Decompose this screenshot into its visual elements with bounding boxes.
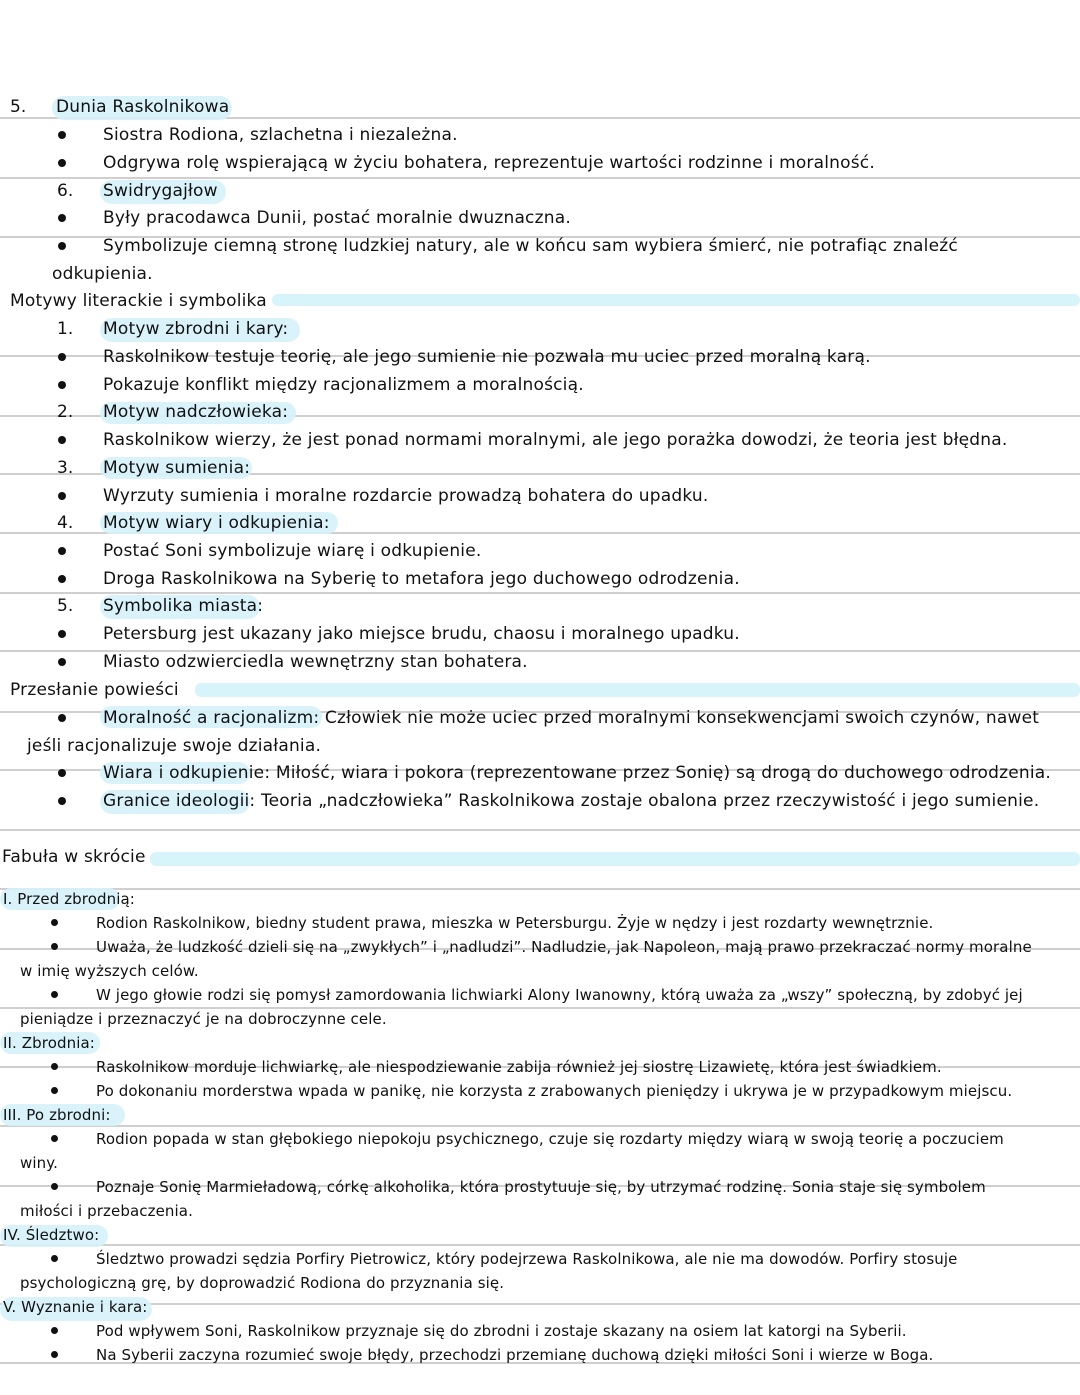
list-number: 1. (57, 319, 74, 339)
motif-title: Motyw sumienia: (103, 458, 251, 478)
rule-line (0, 888, 1080, 890)
list-item: W jego głowie rodzi się pomysł zamordowania lichwiarki Alony Iwanowny, którą uważa za „wszy” społeczną, by zdobyć jej (96, 986, 1023, 1004)
bullet-icon (58, 159, 66, 167)
list-item: Miasto odzwierciedla wewnętrzny stan bohatera. (103, 652, 528, 672)
list-item: Rodion popada w stan głębokiego niepokoju psychicznego, czuje się rozdarty między wiarą w swoją teorię a poczuciem (96, 1130, 1004, 1148)
rule-line (0, 829, 1080, 831)
list-item-continuation: pieniądze i przeznaczyć je na dobroczynne cele. (20, 1010, 387, 1028)
section-heading: Przesłanie powieści (10, 680, 179, 700)
bullet-icon (58, 769, 66, 777)
motif-title: Motyw nadczłowieka: (103, 402, 289, 422)
list-number: 2. (57, 402, 74, 422)
list-item: Wiara i odkupienie: Miłość, wiara i pokora (reprezentowane przez Sonię) są drogą do duchowego odrodzenia. (103, 763, 1051, 783)
list-number: 6. (57, 181, 74, 201)
bullet-icon (51, 991, 58, 998)
list-item-continuation: psychologiczną grę, by doprowadzić Rodiona do przyznania się. (20, 1274, 505, 1292)
motif-title: Symbolika miasta: (103, 596, 264, 616)
bullet-icon (58, 214, 66, 222)
list-item-continuation: miłości i przebaczenia. (20, 1202, 193, 1220)
bullet-icon (51, 1255, 58, 1262)
bullet-icon (58, 242, 66, 250)
bullet-icon (58, 797, 66, 805)
list-item: Wyrzuty sumienia i moralne rozdarcie prowadzą bohatera do upadku. (103, 486, 709, 506)
plot-part-title: III. Po zbrodni: (3, 1106, 111, 1124)
list-item-continuation: winy. (20, 1154, 58, 1172)
list-item-continuation: w imię wyższych celów. (20, 962, 199, 980)
bullet-icon (58, 436, 66, 444)
list-item: Uważa, że ludzkość dzieli się na „zwykłych” i „nadludzi”. Nadludzie, jak Napoleon, mają prawo przekraczać normy moralne (96, 938, 1032, 956)
list-item: Na Syberii zaczyna rozumieć swoje błędy, przechodzi przemianę duchową dzięki miłości Soni i wierze w Boga. (96, 1346, 934, 1364)
list-number: 4. (57, 513, 74, 533)
list-item: Po dokonaniu morderstwa wpada w panikę, nie korzysta z zrabowanych pieniędzy i ukrywa je w przypadkowym miejscu. (96, 1082, 1013, 1100)
highlight-bar (272, 294, 1080, 306)
list-item: Rodion Raskolnikow, biedny student prawa, mieszka w Petersburgu. Żyje w nędzy i jest rozdarty wewnętrznie. (96, 914, 934, 932)
list-item: Symbolizuje ciemną stronę ludzkiej natury, ale w końcu sam wybiera śmierć, nie potrafiąc znaleźć (103, 236, 958, 256)
bullet-icon (58, 492, 66, 500)
rule-line (0, 1007, 1080, 1009)
list-item-continuation: jeśli racjonalizuje swoje działania. (27, 736, 322, 756)
list-item: Pokazuje konflikt między racjonalizmem a moralnością. (103, 375, 584, 395)
plot-part-title: IV. Śledztwo: (3, 1226, 100, 1244)
list-item: Pod wpływem Soni, Raskolnikow przyznaje się do zbrodni i zostaje skazany na osiem lat katorgi na Syberii. (96, 1322, 907, 1340)
list-item: Raskolnikow wierzy, że jest ponad normami moralnymi, ale jego porażka dowodzi, że teoria jest błędna. (103, 430, 1008, 450)
bullet-icon (51, 1327, 58, 1334)
list-item: Siostra Rodiona, szlachetna i niezależna. (103, 125, 458, 145)
bullet-icon (58, 630, 66, 638)
list-number: 3. (57, 458, 74, 478)
list-item: Były pracodawca Dunii, postać moralnie dwuznaczna. (103, 208, 571, 228)
character-name: Dunia Raskolnikowa (56, 97, 230, 117)
plot-part-title: I. Przed zbrodnią: (3, 890, 135, 908)
list-item: Poznaje Sonię Marmieładową, córkę alkoholika, która prostytuuje się, by utrzymać rodzinę. Sonia staje się symbolem (96, 1178, 986, 1196)
bullet-icon (58, 547, 66, 555)
bullet-icon (51, 1087, 58, 1094)
character-name: Swidrygajłow (103, 181, 218, 201)
list-number: 5. (10, 97, 27, 117)
list-item: Droga Raskolnikowa na Syberię to metafora jego duchowego odrodzenia. (103, 569, 740, 589)
bullet-icon (58, 575, 66, 583)
bullet-icon (58, 353, 66, 361)
rule-line (0, 592, 1080, 594)
list-item: Raskolnikow testuje teorię, ale jego sumienie nie pozwala mu uciec przed moralną karą. (103, 347, 871, 367)
list-item: Śledztwo prowadzi sędzia Porfiry Pietrowicz, który podejrzewa Raskolnikowa, ale nie ma dowodów. Porfiry stosuje (96, 1250, 958, 1268)
list-item: Postać Soni symbolizuje wiarę i odkupienie. (103, 541, 482, 561)
bullet-icon (51, 943, 58, 950)
highlight-bar (195, 683, 1080, 697)
bullet-icon (58, 131, 66, 139)
list-item: Petersburg jest ukazany jako miejsce brudu, chaosu i moralnego upadku. (103, 624, 740, 644)
rule-line (0, 1303, 1080, 1305)
rule-line (0, 1244, 1080, 1246)
highlight-bar (150, 852, 1080, 866)
bullet-icon (51, 1063, 58, 1070)
list-number: 5. (57, 596, 74, 616)
bullet-icon (58, 381, 66, 389)
list-item: Granice ideologii: Teoria „nadczłowieka” Raskolnikowa zostaje obalona przez rzeczywistość i jego sumienie. (103, 791, 1040, 811)
bullet-icon (51, 1135, 58, 1142)
motif-title: Motyw zbrodni i kary: (103, 319, 289, 339)
plot-part-title: V. Wyznanie i kara: (3, 1298, 148, 1316)
list-item: Raskolnikow morduje lichwiarkę, ale niespodziewanie zabija również jej siostrę Lizawietę, która jest świadkiem. (96, 1058, 942, 1076)
plot-part-title: II. Zbrodnia: (3, 1034, 95, 1052)
bullet-icon (51, 1183, 58, 1190)
list-item: Odgrywa rolę wspierającą w życiu bohatera, reprezentuje wartości rodzinne i moralność. (103, 153, 875, 173)
section-heading: Motywy literackie i symbolika (10, 291, 267, 311)
bullet-icon (58, 714, 66, 722)
bullet-icon (58, 658, 66, 666)
rule-line (0, 177, 1080, 179)
bullet-icon (51, 1351, 58, 1358)
bullet-icon (51, 919, 58, 926)
list-item: Moralność a racjonalizm: Człowiek nie może uciec przed moralnymi konsekwencjami swoich czynów, nawet (103, 708, 1040, 728)
list-item-continuation: odkupienia. (52, 264, 153, 284)
section-heading: Fabuła w skrócie (2, 847, 146, 867)
rule-line (0, 1125, 1080, 1127)
motif-title: Motyw wiary i odkupienia: (103, 513, 330, 533)
